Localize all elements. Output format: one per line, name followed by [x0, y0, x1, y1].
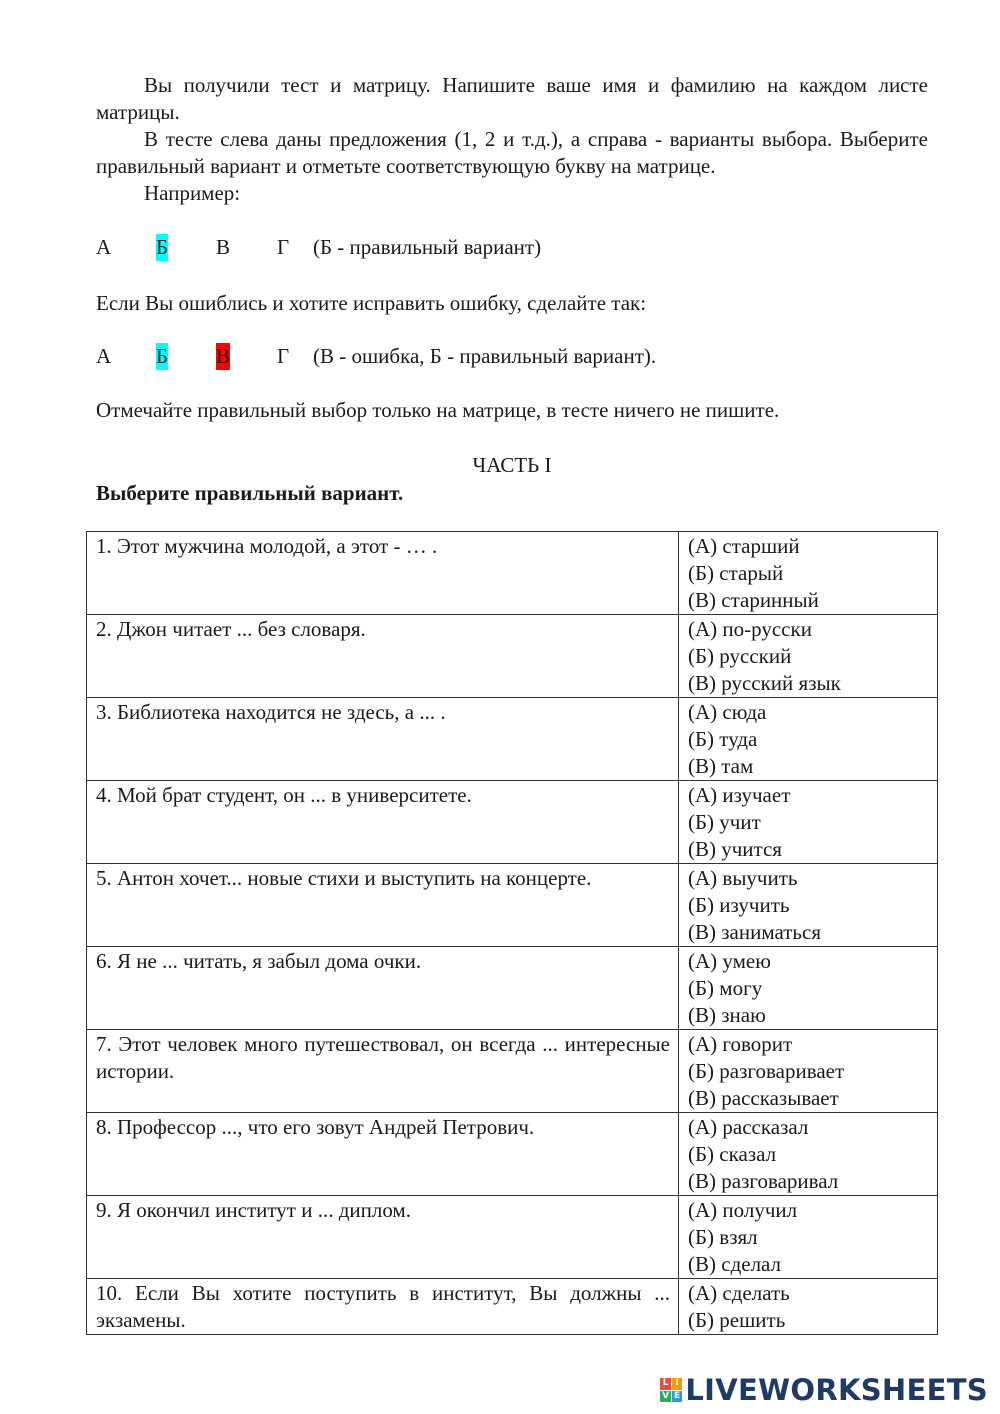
- answer-option: (Б) сказал: [688, 1142, 777, 1166]
- answer-option: (В) старинный: [688, 588, 819, 612]
- answer-options: [679, 1196, 938, 1279]
- example-letter-a: А: [96, 235, 112, 259]
- intro-paragraph-1: Вы получили тест и матрицу. Напишите ваше имя и фамилию на каждом листе матрицы.: [96, 73, 928, 124]
- answer-option: (А) умею: [688, 949, 771, 973]
- question-row: [87, 781, 938, 864]
- question-text: 8. Профессор ..., что его зовут Андрей Петрович.: [87, 1113, 679, 1196]
- intro-text: [96, 72, 928, 207]
- answer-options: [679, 864, 938, 947]
- question-row: [87, 532, 938, 615]
- intro-paragraph-2: В тесте слева даны предложения (1, 2 и т.д.), а справа - варианты выбора. Выберите правильный вариант и отметьте соответствующую букву на матрице.: [96, 127, 928, 178]
- part-title: ЧАСТЬ I: [472, 453, 552, 477]
- brand-logo-letter: I: [672, 1378, 683, 1390]
- correction-instruction: Если Вы ошиблись и хотите исправить ошибку, сделайте так:: [96, 291, 647, 315]
- answer-options: [679, 1279, 938, 1335]
- answer-options: [679, 1113, 938, 1196]
- question-row: [87, 947, 938, 1030]
- answer-option: (В) учится: [688, 837, 782, 861]
- answer-option: (А) получил: [688, 1198, 798, 1222]
- answer-option: (Б) русский: [688, 644, 792, 668]
- example-letter-g: Г: [277, 235, 290, 259]
- answer-option: (А) по-русски: [688, 617, 812, 641]
- question-text: 1. Этот мужчина молодой, а этот - … .: [87, 532, 679, 615]
- brand-logo-letter: L: [660, 1378, 671, 1390]
- question-text: 4. Мой брат студент, он ... в университете.: [87, 781, 679, 864]
- answer-option: (А) выучить: [688, 866, 798, 890]
- question-row: [87, 864, 938, 947]
- answer-option: (А) сделать: [688, 1281, 790, 1305]
- instruction-heading: Выберите правильный вариант.: [96, 481, 404, 505]
- question-text: 2. Джон читает ... без словаря.: [87, 615, 679, 698]
- answer-options: [679, 532, 938, 615]
- answer-option: (Б) туда: [688, 727, 758, 751]
- answer-options: [679, 1030, 938, 1113]
- test-table: [86, 531, 938, 1335]
- brand-name: LIVEWORKSHEETS: [685, 1373, 988, 1407]
- answer-option: (В) разговаривал: [688, 1169, 839, 1193]
- brand-logo-letter: E: [672, 1391, 683, 1403]
- answer-option: (В) сделал: [688, 1252, 782, 1276]
- question-row: [87, 1030, 938, 1113]
- question-text: 9. Я окончил институт и ... диплом.: [87, 1196, 679, 1279]
- answer-option: (А) говорит: [688, 1032, 793, 1056]
- example-letter-g: Г: [277, 344, 290, 368]
- answer-option: (В) русский язык: [688, 671, 841, 695]
- answer-option: (Б) взял: [688, 1225, 758, 1249]
- answer-options: [679, 781, 938, 864]
- question-text: 5. Антон хочет... новые стихи и выступить на концерте.: [87, 864, 679, 947]
- answer-option: (Б) решить: [688, 1308, 786, 1332]
- answer-option: (Б) старый: [688, 561, 784, 585]
- question-row: [87, 615, 938, 698]
- answer-option: (Б) разговаривает: [688, 1059, 845, 1083]
- example-note: (Б - правильный вариант): [313, 235, 542, 259]
- question-row: [87, 1279, 938, 1335]
- example-letter-v: В: [216, 235, 231, 259]
- question-text: 7. Этот человек много путешествовал, он всегда ... интересные истории.: [87, 1030, 679, 1113]
- answer-options: [679, 698, 938, 781]
- question-text: 10. Если Вы хотите поступить в институт, Вы должны ... экзамены.: [87, 1279, 679, 1335]
- answer-option: (А) изучает: [688, 783, 791, 807]
- question-text: 3. Библиотека находится не здесь, а ... .: [87, 698, 679, 781]
- question-text: 6. Я не ... читать, я забыл дома очки.: [87, 947, 679, 1030]
- example-letter-b-correct: Б: [156, 344, 169, 368]
- example-letter-b-correct: Б: [156, 235, 169, 259]
- brand-footer: [660, 1374, 988, 1406]
- question-row: [87, 1113, 938, 1196]
- answer-options: [679, 947, 938, 1030]
- answer-option: (В) заниматься: [688, 920, 821, 944]
- answer-option: (Б) учит: [688, 810, 761, 834]
- answer-option: (В) знаю: [688, 1003, 766, 1027]
- answer-options: [679, 615, 938, 698]
- brand-logo-icon: [660, 1378, 682, 1402]
- example-letter-v-mistake: В: [216, 344, 231, 368]
- mark-note: Отмечайте правильный выбор только на матрице, в тесте ничего не пишите.: [96, 398, 780, 422]
- answer-option: (А) рассказал: [688, 1115, 809, 1139]
- example-letter-a: А: [96, 344, 112, 368]
- question-row: [87, 1196, 938, 1279]
- intro-paragraph-3: Например:: [144, 181, 241, 205]
- answer-option: (В) там: [688, 754, 754, 778]
- answer-option: (В) рассказывает: [688, 1086, 839, 1110]
- answer-option: (А) сюда: [688, 700, 767, 724]
- brand-logo-letter: V: [662, 1390, 670, 1401]
- answer-option: (Б) изучить: [688, 893, 790, 917]
- example-note: (В - ошибка, Б - правильный вариант).: [313, 344, 657, 368]
- question-row: [87, 698, 938, 781]
- answer-option: (Б) могу: [688, 976, 763, 1000]
- answer-option: (А) старший: [688, 534, 800, 558]
